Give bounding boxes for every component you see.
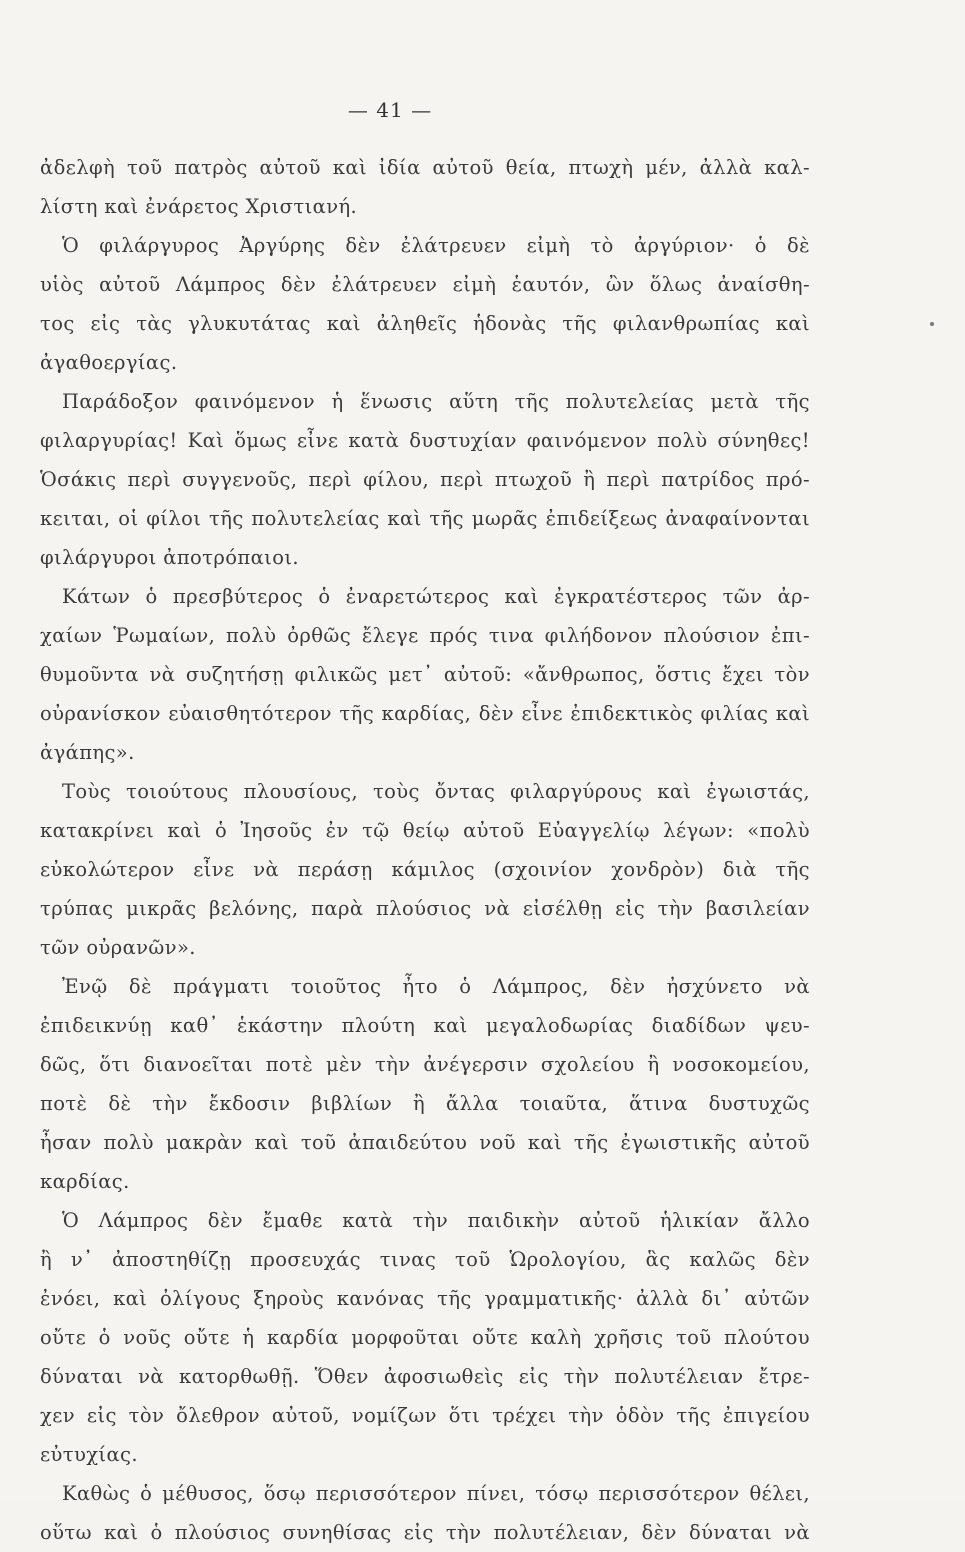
text-line: δύναται νὰ κατορθωθῇ. Ὅθεν ἀφοσιωθεὶς εἰς τὴν πολυτέλειαν ἔτρε- — [40, 1365, 810, 1388]
text-line: ἀδελφὴ τοῦ πατρὸς αὐτοῦ καὶ ἰδία αὐτοῦ θεία, πτωχὴ μέν, ἀλλὰ καλ- — [40, 156, 810, 179]
text-line: εὐκολώτερον εἶνε νὰ περάσῃ κάμιλος (σχοινίον χονδρὸν) διὰ τῆς — [40, 858, 810, 881]
text-line: οὐρανίσκον εὐαισθητότερον τῆς καρδίας, δὲν εἶνε ἐπιδεκτικὸς φιλίας καὶ — [40, 702, 810, 725]
text-line: Καθὼς ὁ μέθυσος, ὅσῳ περισσότερον πίνει, τόσῳ περισσότερον θέλει, — [62, 1482, 810, 1505]
text-line: ἀγάπης». — [40, 741, 135, 764]
text-line: Παράδοξον φαινόμενον ἡ ἕνωσις αὕτη τῆς πολυτελείας μετὰ τῆς — [62, 390, 810, 413]
text-line: Ὁ φιλάργυρος Ἀργύρης δὲν ἐλάτρευεν εἰμὴ τὸ ἀργύριον· ὁ δὲ — [62, 234, 810, 257]
text-line: λίστη καὶ ἐνάρετος Χριστιανή. — [40, 195, 358, 218]
text-line: ἐνόει, καὶ ὀλίγους ξηροὺς κανόνας τῆς γραμματικῆς· ἀλλὰ δι᾽ αὐτῶν — [40, 1287, 810, 1310]
text-line: ἐπιδεικνύῃ καθ᾽ ἑκάστην πλούτη καὶ μεγαλοδωρίας διαδίδων ψευ- — [40, 1014, 810, 1037]
text-line: Ὁ Λάμπρος δὲν ἔμαθε κατὰ τὴν παιδικὴν αὐτοῦ ἡλικίαν ἄλλο — [62, 1209, 810, 1232]
text-line: υἱὸς αὐτοῦ Λάμπρος δὲν ἐλάτρευεν εἰμὴ ἑαυτόν, ὢν ὅλως ἀναίσθη- — [40, 273, 810, 296]
text-line: τῶν οὐρανῶν». — [40, 936, 196, 959]
margin-dot — [930, 322, 934, 326]
text-line: φιλαργυρίας! Καὶ ὅμως εἶνε κατὰ δυστυχίαν φαινόμενον πολὺ σύνηθες! — [40, 429, 810, 452]
text-line: ἢ ν᾽ ἀποστηθίζῃ προσευχάς τινας τοῦ Ὡρολογίου, ἃς καλῶς δὲν — [40, 1248, 810, 1271]
text-line: κειται, οἱ φίλοι τῆς πολυτελείας καὶ τῆς μωρᾶς ἐπιδείξεως ἀναφαίνονται — [40, 507, 810, 530]
text-line: καρδίας. — [40, 1170, 130, 1193]
text-line: Κάτων ὁ πρεσβύτερος ὁ ἐναρετώτερος καὶ ἐγκρατέστερος τῶν ἀρ- — [62, 585, 810, 608]
text-line: εὐτυχίας. — [40, 1443, 138, 1466]
text-line: τος εἰς τὰς γλυκυτάτας καὶ ἀληθεῖς ἡδονὰς τῆς φιλανθρωπίας καὶ — [40, 312, 810, 335]
text-line: οὕτω καὶ ὁ πλούσιος συνηθίσας εἰς τὴν πολυτέλειαν, δὲν δύναται νὰ — [40, 1521, 810, 1544]
text-line: ἦσαν πολὺ μακρὰν καὶ τοῦ ἀπαιδεύτου νοῦ καὶ τῆς ἐγωιστικῆς αὐτοῦ — [40, 1131, 810, 1154]
text-line: τρύπας μικρᾶς βελόνης, παρὰ πλούσιος νὰ εἰσέλθῃ εἰς τὴν βασιλείαν — [40, 897, 810, 920]
body-text — [40, 148, 810, 1552]
page-number: — 41 — — [347, 98, 433, 122]
text-line: ἀγαθοεργίας. — [40, 351, 178, 374]
text-line: Τοὺς τοιούτους πλουσίους, τοὺς ὄντας φιλαργύρους καὶ ἐγωιστάς, — [62, 780, 810, 803]
text-line: οὔτε ὁ νοῦς οὔτε ἡ καρδία μορφοῦται οὔτε καλὴ χρῆσις τοῦ πλούτου — [40, 1326, 810, 1349]
text-line: χαίων Ῥωμαίων, πολὺ ὀρθῶς ἔλεγε πρός τινα φιλήδονον πλούσιον ἐπι- — [40, 624, 810, 647]
text-line: Ὁσάκις περὶ συγγενοῦς, περὶ φίλου, περὶ πτωχοῦ ἢ περὶ πατρίδος πρό- — [40, 468, 810, 491]
text-line: χεν εἰς τὸν ὄλεθρον αὐτοῦ, νομίζων ὅτι τρέχει τὴν ὁδὸν τῆς ἐπιγείου — [40, 1404, 810, 1427]
text-line: κατακρίνει καὶ ὁ Ἰησοῦς ἐν τῷ θείῳ αὐτοῦ Εὐαγγελίῳ λέγων: «πολὺ — [40, 819, 810, 842]
text-line: δῶς, ὅτι διανοεῖται ποτὲ μὲν τὴν ἀνέγερσιν σχολείου ἢ νοσοκομείου, — [40, 1053, 810, 1076]
text-line: θυμοῦντα νὰ συζητήσῃ φιλικῶς μετ᾽ αὐτοῦ: «ἄνθρωπος, ὅστις ἔχει τὸν — [40, 663, 810, 686]
text-line: Ἐνῷ δὲ πράγματι τοιοῦτος ἦτο ὁ Λάμπρος, δὲν ἠσχύνετο νὰ — [62, 975, 810, 998]
text-line: ποτὲ δὲ τὴν ἔκδοσιν βιβλίων ἢ ἄλλα τοιαῦτα, ἅτινα δυστυχῶς — [40, 1092, 810, 1115]
text-line: φιλάργυροι ἀποτρόπαιοι. — [40, 546, 299, 569]
